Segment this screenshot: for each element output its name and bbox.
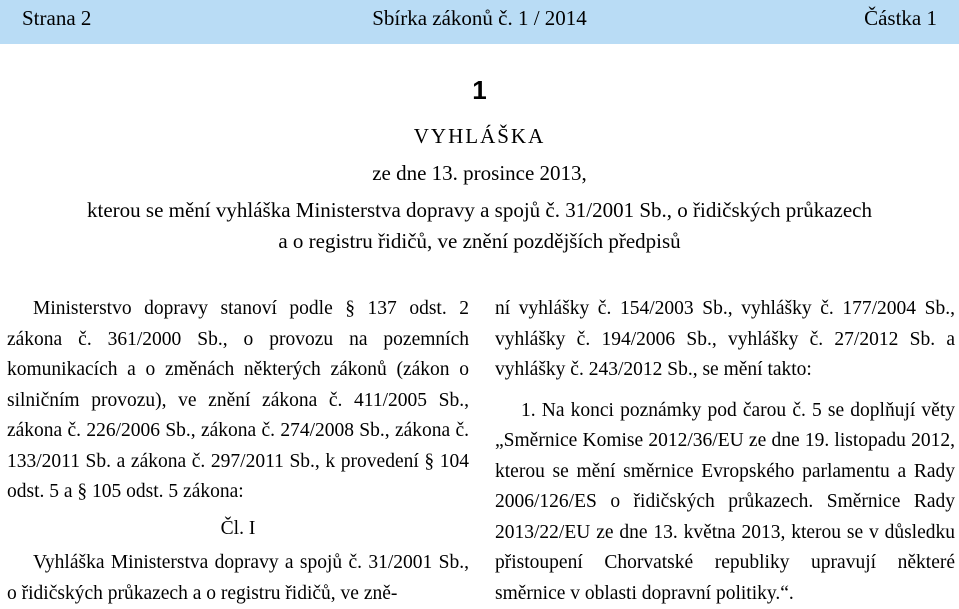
regulation-number: 1 — [0, 75, 959, 106]
page-number: Strana 2 — [22, 6, 91, 31]
subject-line-1: kterou se mění vyhláška Ministerstva dopravy a spojů č. 31/2001 Sb., o řidičských průkazech — [0, 195, 959, 226]
article-paragraph: Vyhláška Ministerstva dopravy a spojů č. 31/2001 Sb., o řidičských průkazech a o registru řidičů, ve zně- — [7, 548, 469, 609]
issue-part: Částka 1 — [864, 6, 937, 31]
right-column — [495, 294, 955, 609]
subject-line-2: a o registru řidičů, ve znění pozdějších předpisů — [0, 226, 959, 257]
continuation-paragraph: ní vyhlášky č. 154/2003 Sb., vyhlášky č. 177/2004 Sb., vyhlášky č. 194/2006 Sb., vyhlášky č. 27/2012 Sb. a vyhlášky č. 243/2012 Sb., se mění takto: — [495, 294, 955, 386]
document-subject — [0, 195, 959, 257]
left-column — [7, 294, 469, 609]
document-title: VYHLÁŠKA — [0, 124, 959, 149]
document-date: ze dne 13. prosince 2013, — [0, 161, 959, 186]
article-heading: Čl. I — [7, 514, 469, 545]
amendment-item-1: 1. Na konci poznámky pod čarou č. 5 se doplňují věty „Směrnice Komise 2012/36/EU ze dne 19. listopadu 2012, kterou se mění směrnice Evropského parlamentu a Rady 2006/126/ES o řidičských průkazech. Směrnice Rady 2013/22/EU ze dne 13. května 2013, kterou se v důsledku přistoupení Chorvatské republiky upravují některé směrnice v oblasti dopravní politiky.“. — [495, 396, 955, 609]
collection-title: Sbírka zákonů č. 1 / 2014 — [0, 6, 959, 31]
page-header — [0, 0, 959, 44]
preamble-paragraph: Ministerstvo dopravy stanoví podle § 137 odst. 2 zákona č. 361/2000 Sb., o provozu na pozemních komunikacích a o změnách některých zákonů (zákon o silničním provozu), ve znění zákona č. 411/2005 Sb., zákona č. 226/2006 Sb., zákona č. 274/2008 Sb., zákona č. 133/2011 Sb. a zákona č. 297/2011 Sb., k provedení § 104 odst. 5 a § 105 odst. 5 zákona: — [7, 294, 469, 508]
